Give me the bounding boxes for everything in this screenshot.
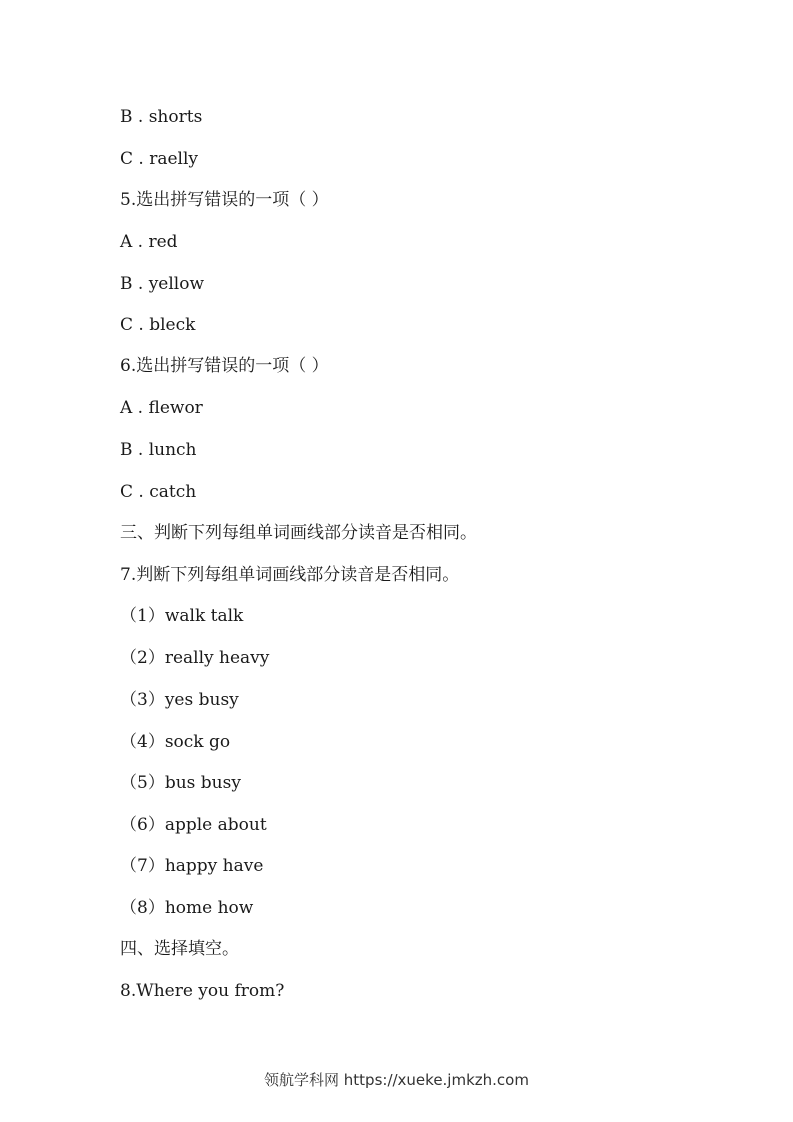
q7-item-7: （7）happy have [120, 856, 264, 876]
q6-question: 6.选出拼写错误的一项（ ） [120, 356, 329, 376]
q5-option-a: A . red [120, 232, 178, 252]
q7-item-8: （8）home how [120, 898, 254, 918]
q7-question: 7.判断下列每组单词画线部分读音是否相同。 [120, 565, 460, 585]
q5-question: 5.选出拼写错误的一项（ ） [120, 190, 329, 210]
q5-option-b: B . yellow [120, 274, 205, 294]
q7-item-4: （4）sock go [120, 732, 231, 752]
q6-option-b: B . lunch [120, 440, 197, 460]
page-footer-watermark: 领航学科网 https://xueke.jmkzh.com [264, 1071, 529, 1089]
q7-item-1: （1）walk talk [120, 606, 244, 626]
q4-option-c: C . raelly [120, 149, 199, 169]
q5-option-c: C . bleck [120, 315, 196, 335]
q6-option-a: A . flewor [120, 398, 203, 418]
q4-option-b: B . shorts [120, 107, 203, 127]
q8-question: 8.Where you from? [120, 981, 285, 1001]
q7-item-3: （3）yes busy [120, 690, 239, 710]
section-four-heading: 四、选择填空。 [120, 939, 239, 959]
q7-item-6: （6）apple about [120, 815, 267, 835]
section-three-heading: 三、判断下列每组单词画线部分读音是否相同。 [120, 523, 477, 543]
q7-item-2: （2）really heavy [120, 648, 270, 668]
q7-item-5: （5）bus busy [120, 773, 241, 793]
q6-option-c: C . catch [120, 482, 197, 502]
